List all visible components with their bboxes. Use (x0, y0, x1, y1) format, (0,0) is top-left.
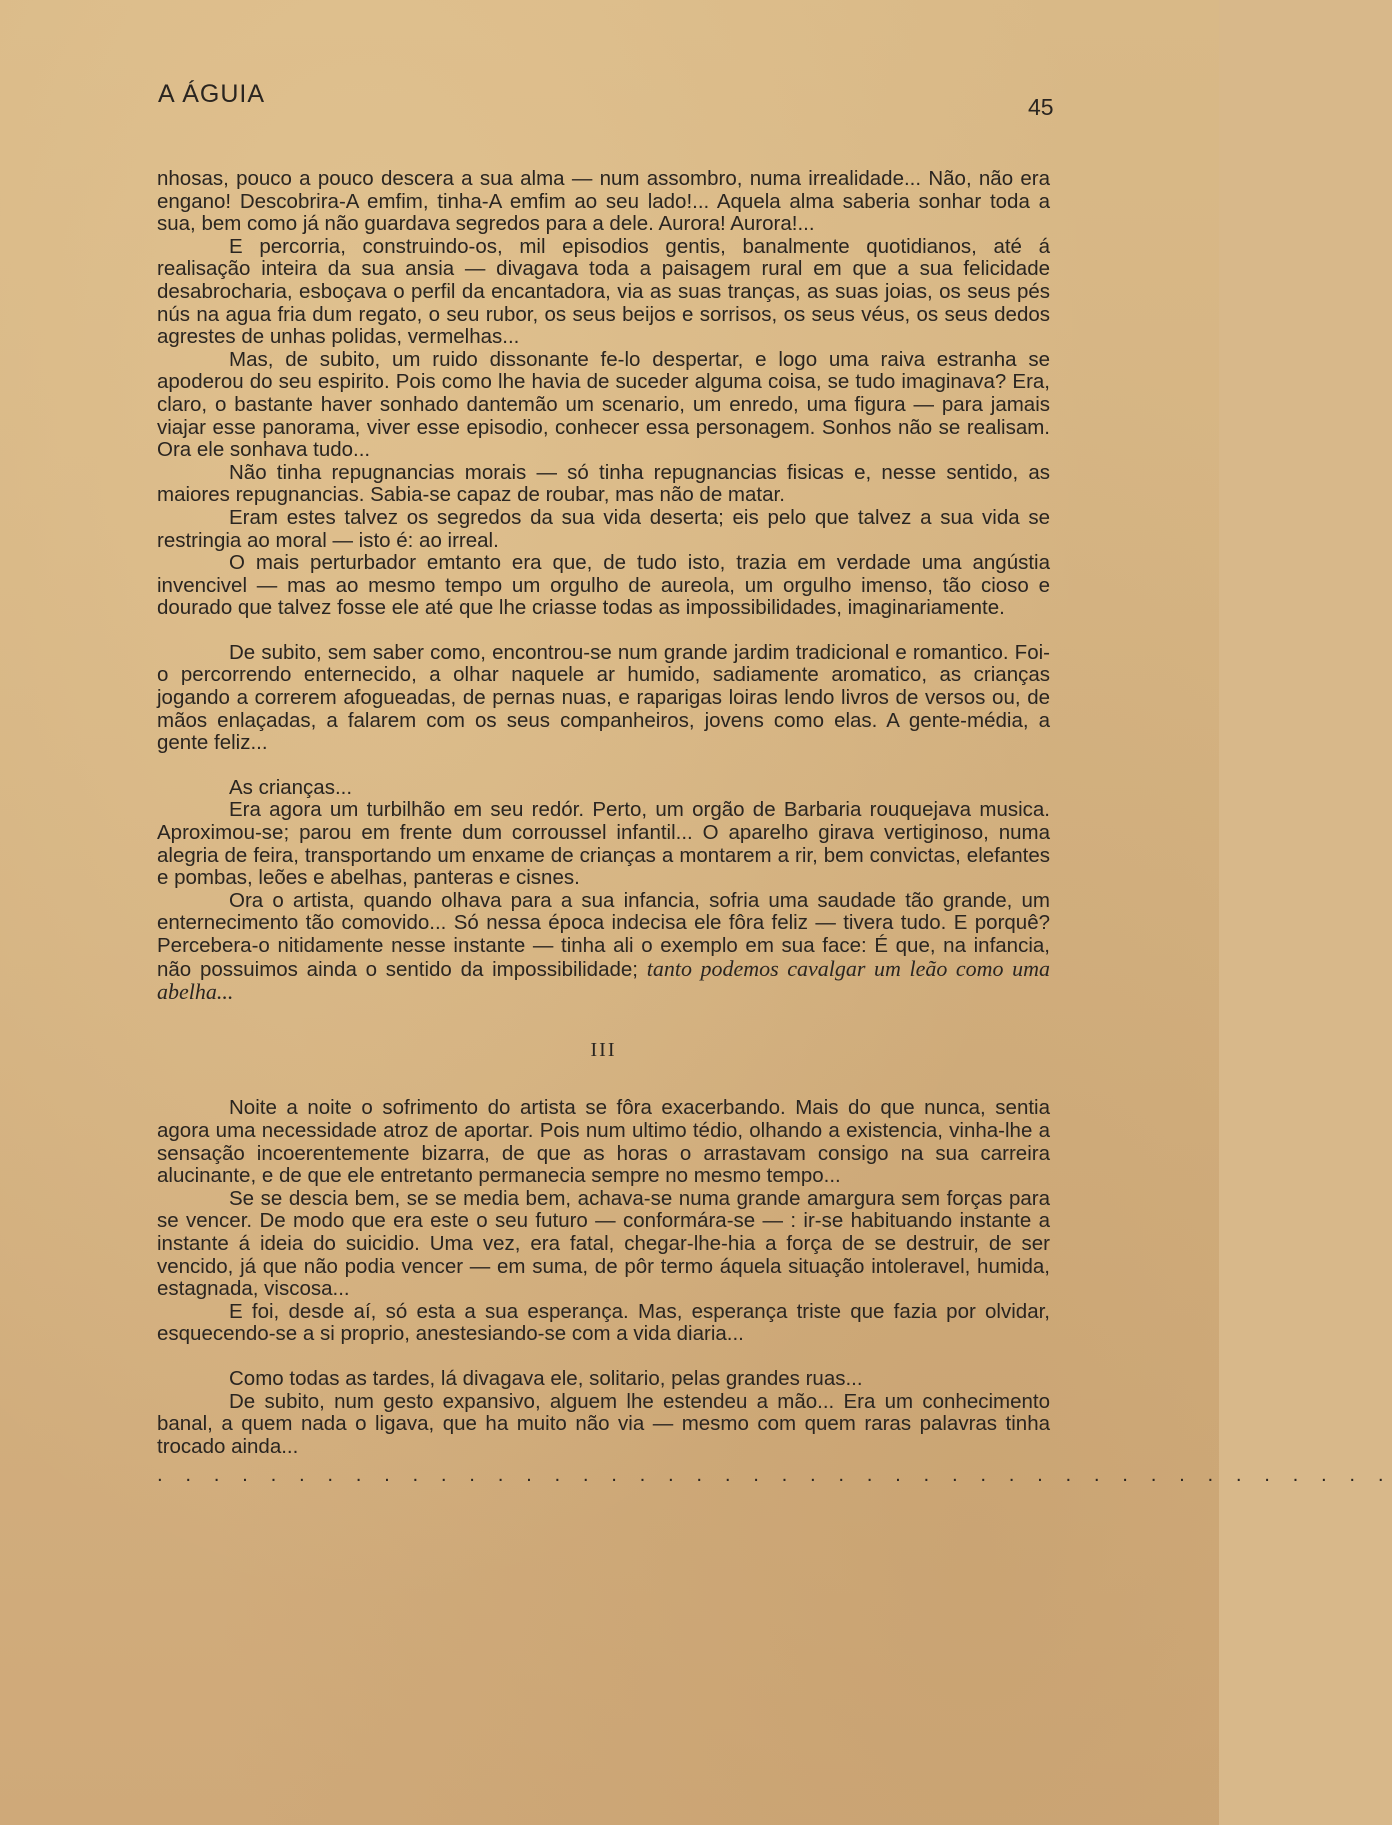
ellipsis-divider: . . . . . . . . . . . . . . . . . . . . . . . . . . . . . . . . . . . . . . . . . . . . (157, 1463, 1392, 1487)
body-text (157, 167, 1392, 1487)
paragraph: Noite a noite o sofrimento do artista se fôra exacerbando. Mais do que nunca, sentia agora uma necessidade atroz de aportar. Pois num ultimo tédio, olhando a existencia, vinha-lhe a sensação incoerentemente bizarra, de que as horas o arrastavam consigo na sua carreira alucinante, e de que ele entretanto permanecia sempre no mesmo tempo... (157, 1096, 1050, 1188)
paragraph: Não tinha repugnancias morais — só tinha repugnancias fisicas e, nesse sentido, as maiores repugnancias. Sabia-se capaz de roubar, mas não de matar. (157, 460, 1050, 507)
paragraph: De subito, sem saber como, encontrou-se num grande jardim tradicional e romantico. Foi-o percorrendo enternecido, a olhar naquele ar humido, sadiamente aromatico, as crianças jogando a correrem afogueadas, de pernas nuas, e raparigas loiras lendo livros de versos ou, de mãos enlaçadas, a falarem com os seus companheiros, jovens como elas. A gente-média, a gente feliz... (157, 640, 1050, 755)
paragraph: E percorria, construindo-os, mil episodios gentis, banalmente quotidianos, até á realisação inteira da sua ansia — divagava toda a paisagem rural em que a sua felicidade desabrocharia, esboçava o perfil da encantadora, via as suas tranças, as suas joias, os seus pés nús na agua fria dum regato, o seu rubor, os seus beijos e sorrisos, os seus véus, os seus dedos agrestes de unhas polidas, vermelhas... (157, 234, 1050, 349)
paragraph: As crianças... (229, 775, 353, 799)
italic-phrase: tanto podemos cavalgar um leão como uma abelha... (157, 955, 1050, 1005)
paragraph: E foi, desde aí, só esta a sua esperança. Mas, esperança triste que fazia por olvidar, esquecendo-se a si proprio, anestesiando-se com a vida diaria... (157, 1299, 1050, 1346)
paragraph: O mais perturbador emtanto era que, de tudo isto, trazia em verdade uma angústia invencivel — mas ao mesmo tempo um orgulho de aureola, um orgulho imenso, tão cioso e dourado que talvez fosse ele até que lhe criasse todas as impossibilidades, imaginariamente. (157, 551, 1050, 620)
paragraph: De subito, num gesto expansivo, alguem lhe estendeu a mão... Era um conhecimento banal, a quem nada o ligava, que ha muito não via — mesmo com quem raras palavras tinha trocado ainda... (157, 1389, 1050, 1458)
page-number: 45 (1028, 94, 1054, 120)
section-heading: III (590, 1038, 617, 1061)
paragraph (157, 890, 1050, 1005)
paragraph-text: Ora o artista, quando olhava para a sua infancia, sofria uma saudade tão grande, um enternecimento tão comovido... Só nessa época indecisa ele fôra feliz — tivera tudo. E porquê? Percebera-o nitidamente nesse instante — tinha ali o exemplo em sua face: É que, na infancia, não possuimos ainda o sentido da impossibilidade; (157, 888, 1050, 981)
paragraph: Era agora um turbilhão em seu redór. Perto, um orgão de Barbaria rouquejava musica. Aproximou-se; parou em frente dum corroussel infantil... O aparelho girava vertiginoso, numa alegria de feira, transportando um enxame de crianças a montarem a rir, bem convictas, elefantes e pombas, leões e abelhas, panteras e cisnes. (157, 798, 1050, 890)
paragraph: Se se descia bem, se se media bem, achava-se numa grande amargura sem forças para se vencer. De modo que era este o seu futuro — conformára-se — : ir-se habituando instante a instante á ideia do suicidio. Uma vez, era fatal, chegar-lhe-hia a força de se destruir, de ser vencido, já que não podia vencer — em suma, de pôr termo áquela situação intoleravel, humida, estagnada, viscosa... (157, 1186, 1050, 1301)
paragraph: Mas, de subito, um ruido dissonante fe-lo despertar, e logo uma raiva estranha se apoderou do seu espirito. Pois como lhe havia de suceder alguma coisa, se tudo imaginava? Era, claro, o bastante haver sonhado dantemão um scenario, um enredo, uma figura — para jamais viajar esse panorama, viver esse episodio, conhecer essa personagem. Sonhos não se realisam. Ora ele sonhava tudo... (157, 347, 1050, 462)
paragraph: nhosas, pouco a pouco descera a sua alma — num assombro, numa irrealidade... Não, não era engano! Descobrira-A emfim, tinha-A emfim ao seu lado!... Aquela alma saberia sonhar toda a sua, bem como já não guardava segredos para a dele. Aurora! Aurora!... (157, 167, 1050, 236)
running-head-title: A ÁGUIA (158, 80, 266, 108)
paragraph: Como todas as tardes, lá divagava ele, solitario, pelas grandes ruas... (229, 1366, 863, 1390)
paragraph: Eram estes talvez os segredos da sua vida deserta; eis pelo que talvez a sua vida se restringia ao moral — isto é: ao irreal. (157, 505, 1050, 552)
